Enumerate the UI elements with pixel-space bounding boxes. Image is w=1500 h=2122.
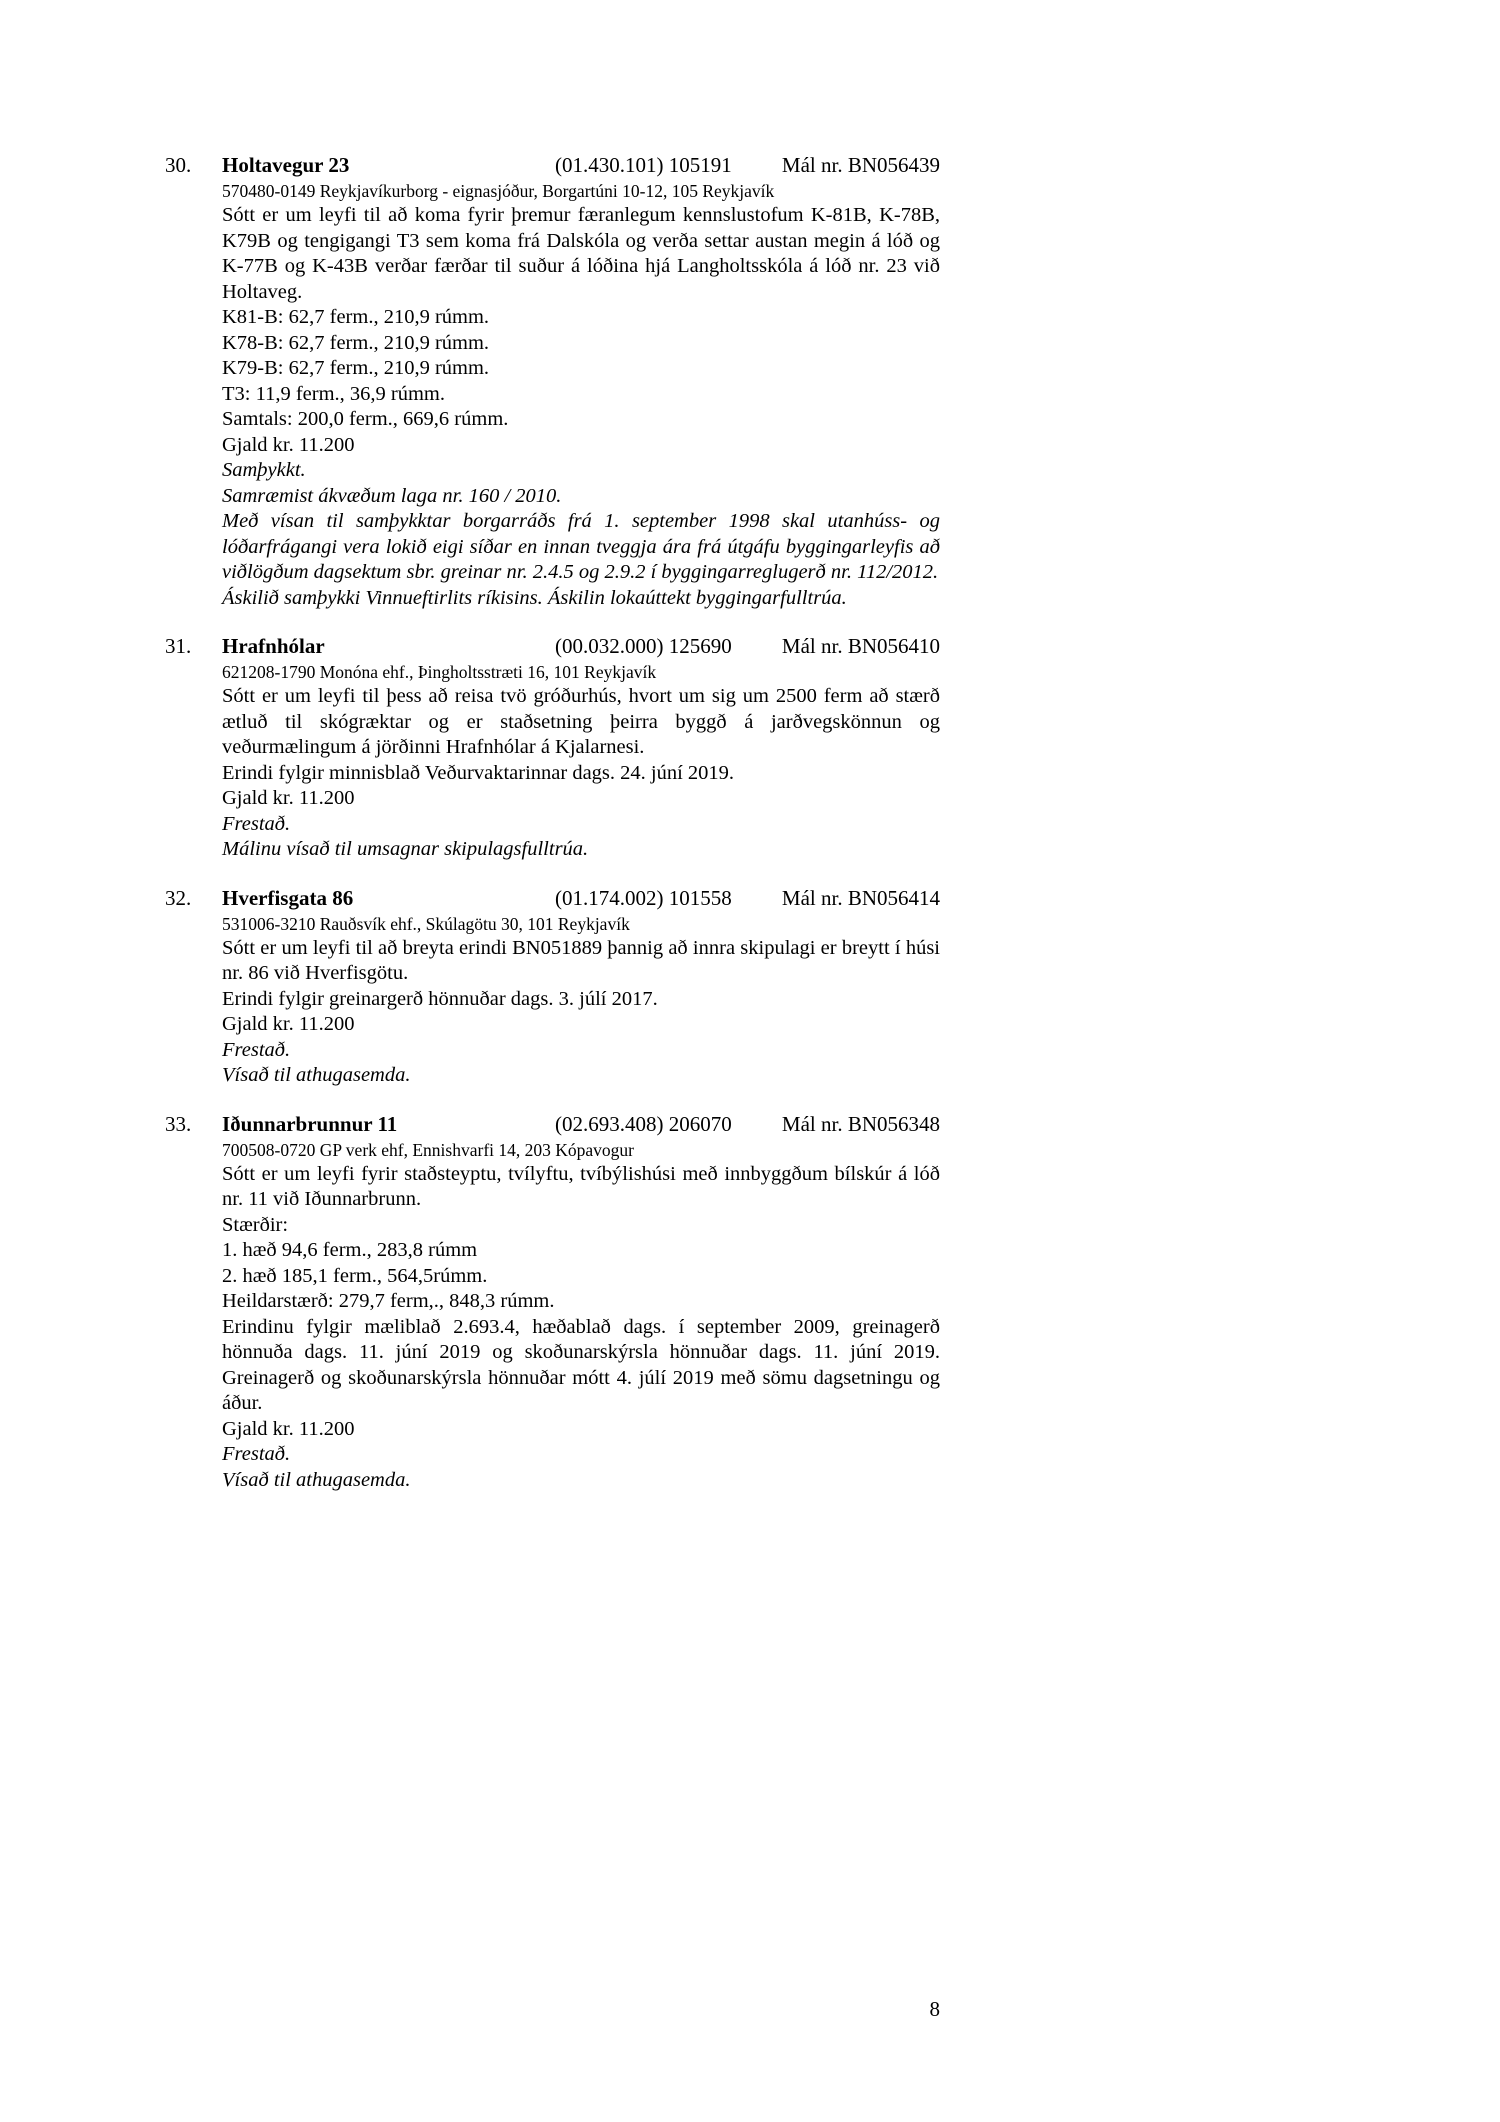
item-paragraph: Málinu vísað til umsagnar skipulagsfulltrúa. bbox=[222, 838, 589, 860]
agenda-item-header bbox=[165, 152, 940, 179]
item-number: 30. bbox=[165, 153, 192, 177]
item-paragraphs bbox=[222, 936, 940, 1089]
agenda-item-header bbox=[165, 885, 940, 912]
item-paragraph: Sótt er um leyfi fyrir staðsteyptu, tvílyftu, tvíbýlishúsi með innbyggðum bílskúr á lóð nr. 11 við Iðunnarbrunn. bbox=[222, 1162, 940, 1210]
item-case-code: (01.430.101) 105191 bbox=[555, 153, 732, 177]
item-paragraph: Frestað. bbox=[222, 1038, 291, 1061]
item-case-code: (02.693.408) 206070 bbox=[555, 1111, 732, 1136]
item-paragraph: Heildarstærð: 279,7 ferm,., 848,3 rúmm. bbox=[222, 1290, 555, 1312]
item-owner: 700508-0720 GP verk ehf, Ennishvarfi 14, 203 Kópavogur bbox=[222, 1139, 634, 1160]
agenda-item bbox=[165, 1111, 940, 1494]
item-paragraph: Sótt er um leyfi til að breyta erindi BN051889 þannig að innra skipulagi er breytt í húsi nr. 86 við Hverfisgötu. bbox=[222, 936, 940, 984]
item-paragraph: Með vísan til samþykktar borgarráðs frá 1. september 1998 skal utanhúss- og lóðarfrágangi vera lokið eigi síðar en innan tveggja ára frá útgáfu byggingarleyfis að viðlögðum dagsektum sbr. greinar nr. 2.4.5 og 2.9.2 í byggingarreglugerð nr. 112/2012. bbox=[222, 510, 940, 583]
item-case-ref: Mál nr. BN056410 bbox=[781, 634, 940, 658]
agenda-item bbox=[165, 633, 940, 863]
item-owner: 570480-0149 Reykjavíkurborg - eignasjóður, Borgartúni 10-12, 105 Reykjavík bbox=[222, 181, 775, 201]
item-paragraph: Samræmist ákvæðum laga nr. 160 / 2010. bbox=[222, 484, 562, 507]
item-address: Hrafnhólar bbox=[222, 634, 325, 658]
item-paragraph: Áskilið samþykki Vinnueftirlits ríkisins. Áskilin lokaúttekt byggingarfulltrúa. bbox=[222, 586, 847, 609]
item-case-ref: Mál nr. BN056348 bbox=[781, 1111, 940, 1136]
item-paragraph: Vísað til athugasemda. bbox=[222, 1468, 411, 1491]
item-paragraph: K79-B: 62,7 ferm., 210,9 rúmm. bbox=[222, 357, 490, 379]
item-paragraphs bbox=[222, 1162, 940, 1494]
item-number: 32. bbox=[165, 885, 192, 910]
item-paragraph: Gjald kr. 11.200 bbox=[222, 787, 355, 809]
item-paragraph: Sótt er um leyfi til þess að reisa tvö gróðurhús, hvort um sig um 2500 ferm að stærð ætluð til skógræktar og er staðsetning þeirra byggð á jarðvegskönnun og veðurmælingum á jörðinni Hrafnhólar á Kjalarnesi. bbox=[222, 685, 940, 758]
item-paragraph: Gjald kr. 11.200 bbox=[222, 1013, 355, 1035]
item-paragraph: K78-B: 62,7 ferm., 210,9 rúmm. bbox=[222, 331, 490, 354]
item-paragraphs bbox=[222, 203, 940, 611]
item-paragraph: T3: 11,9 ferm., 36,9 rúmm. bbox=[222, 382, 445, 405]
agenda-item-header bbox=[165, 633, 940, 660]
item-paragraph: Frestað. bbox=[222, 812, 291, 835]
item-paragraph: Stærðir: bbox=[222, 1213, 289, 1236]
item-paragraph: Samtals: 200,0 ferm., 669,6 rúmm. bbox=[222, 408, 509, 430]
agenda-item bbox=[165, 152, 940, 611]
item-paragraph: K81-B: 62,7 ferm., 210,9 rúmm. bbox=[222, 306, 490, 328]
item-paragraph: Erindinu fylgir mæliblað 2.693.4, hæðablað dags. í september 2009, greinagerð hönnuða dags. 11. júní 2019 og skoðunarskýrsla hönnuðar dags. 11. júní 2019. Greinagerð og skoðunarskýrsla hönnuðar mótt 4. júlí 2019 með sömu dagsetningu og áður. bbox=[222, 1315, 940, 1414]
item-paragraph: Gjald kr. 11.200 bbox=[222, 1417, 355, 1440]
item-paragraph: Gjald kr. 11.200 bbox=[222, 433, 355, 456]
item-paragraph: Frestað. bbox=[222, 1443, 291, 1465]
item-paragraphs bbox=[222, 684, 940, 863]
item-paragraph: Erindi fylgir minnisblað Veðurvaktarinnar dags. 24. júní 2019. bbox=[222, 761, 735, 784]
item-paragraph: 2. hæð 185,1 ferm., 564,5rúmm. bbox=[222, 1264, 488, 1287]
minutes-content bbox=[165, 152, 940, 1515]
item-paragraph: Vísað til athugasemda. bbox=[222, 1064, 411, 1086]
item-address: Holtavegur 23 bbox=[222, 153, 350, 177]
item-case-code: (00.032.000) 125690 bbox=[555, 634, 732, 658]
item-paragraph: Samþykkt. bbox=[222, 459, 306, 481]
item-address: Hverfisgata 86 bbox=[222, 885, 354, 910]
item-number: 31. bbox=[165, 634, 192, 658]
agenda-item bbox=[165, 885, 940, 1089]
item-paragraph: Erindi fylgir greinargerð hönnuðar dags. 3. júlí 2017. bbox=[222, 987, 658, 1010]
page-number: 8 bbox=[929, 1997, 940, 2021]
item-case-ref: Mál nr. BN056439 bbox=[781, 153, 940, 177]
item-case-ref: Mál nr. BN056414 bbox=[781, 885, 940, 910]
item-number: 33. bbox=[165, 1111, 192, 1136]
item-paragraph: Sótt er um leyfi til að koma fyrir þremur færanlegum kennslustofum K-81B, K-78B, K79B og tengigangi T3 sem koma frá Dalskóla og verða settar austan megin á lóð og K-77B og K-43B verðar færðar til suður á lóðina hjá Langholtsskóla á lóð nr. 23 við Holtaveg. bbox=[222, 204, 940, 303]
item-owner: 531006-3210 Rauðsvík ehf., Skúlagötu 30, 101 Reykjavík bbox=[222, 913, 630, 934]
item-owner: 621208-1790 Monóna ehf., Þingholtsstræti 16, 101 Reykjavík bbox=[222, 662, 657, 682]
item-case-code: (01.174.002) 101558 bbox=[555, 885, 732, 910]
item-paragraph: 1. hæð 94,6 ferm., 283,8 rúmm bbox=[222, 1239, 478, 1261]
item-address: Iðunnarbrunnur 11 bbox=[222, 1111, 398, 1136]
agenda-item-header bbox=[165, 1111, 940, 1138]
